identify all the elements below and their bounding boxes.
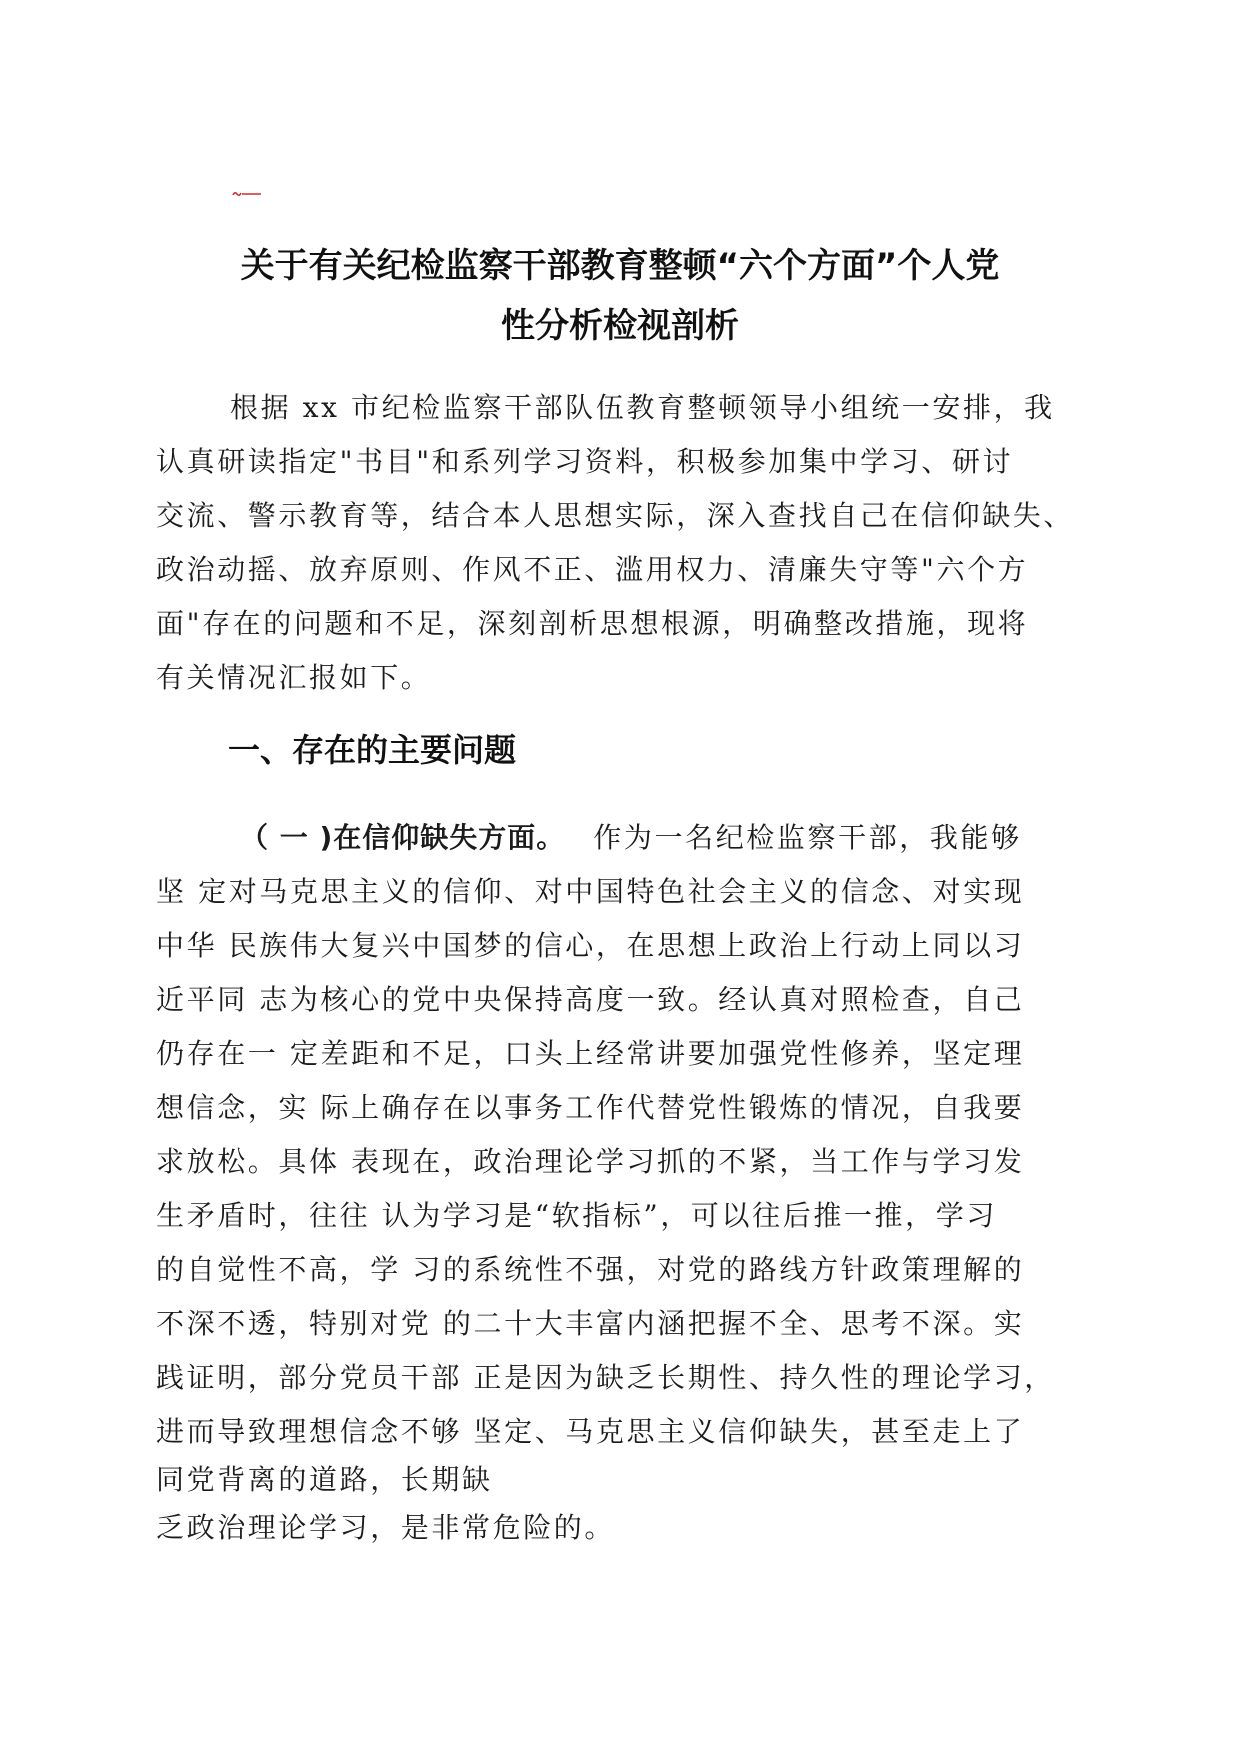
intro-line: 交流、警示教育等，结合本人思想实际，深入查找自己在信仰缺失、 xyxy=(156,499,1075,532)
body-line: 不深不透，特别对党 的二十大丰富内涵把握不全、思考不深。实 xyxy=(156,1307,1025,1340)
body-line: 进而导致理想信念不够 坚定、马克思主义信仰缺失，甚至走上了 xyxy=(156,1415,1025,1448)
intro-line: 面"存在的问题和不足，深刻剖析思想根源，明确整改措施，现将 xyxy=(156,607,1029,640)
body-line: 同党背离的道路，长期缺 xyxy=(156,1463,493,1496)
document-title-line-2: 性分析检视剖析 xyxy=(501,306,739,346)
body-line: 求放松。具体 表现在，政治理论学习抓的不紧，当工作与学习发 xyxy=(156,1145,1025,1178)
document-title-line-1: 关于有关纪检监察干部教育整顿“六个方面”个人党 xyxy=(240,246,1000,286)
subsection-first-line xyxy=(240,820,1076,856)
body-line: 践证明，部分党员干部 正是因为缺乏长期性、持久性的理论学习， xyxy=(156,1361,1055,1394)
intro-line: 政治动摇、放弃原则、作风不正、滥用权力、清廉失守等"六个方 xyxy=(156,553,1029,586)
body-line: 乏政治理论学习，是非常危险的。 xyxy=(156,1511,616,1544)
intro-line: 有关情况汇报如下。 xyxy=(156,661,432,694)
body-line: 仍存在一 定差距和不足，口头上经常讲要加强党性修养，坚定理 xyxy=(156,1037,1025,1070)
body-line: 中华 民族伟大复兴中国梦的信心，在思想上政治上行动上同以习 xyxy=(156,929,1025,962)
body-line: 生矛盾时，往往 认为学习是“软指标”，可以往后推一推，学习 xyxy=(156,1199,997,1232)
body-line: 坚 定对马克思主义的信仰、对中国特色社会主义的信念、对实现 xyxy=(156,875,1025,908)
subsection-lead: （ 一 )在信仰缺失方面。 xyxy=(240,821,566,854)
body-line: 的自觉性不高，学 习的系统性不强，对党的路线方针政策理解的 xyxy=(156,1253,1025,1286)
subsection-first-line-rest: 作为一名纪检监察干部，我能够 xyxy=(593,821,1022,854)
intro-line: 认真研读指定"书目"和系列学习资料，积极参加集中学习、研讨 xyxy=(156,445,1014,478)
section-heading: 一、存在的主要问题 xyxy=(228,731,517,769)
body-line: 想信念，实 际上确存在以事务工作代替党性锻炼的情况，自我要 xyxy=(156,1091,1025,1124)
intro-line: 根据 xx 市纪检监察干部队伍教育整顿领导小组统一安排，我 xyxy=(230,391,1055,424)
body-line: 近平同 志为核心的党中央保持高度一致。经认真对照检查，自己 xyxy=(156,983,1025,1016)
red-header-mark xyxy=(232,188,262,198)
